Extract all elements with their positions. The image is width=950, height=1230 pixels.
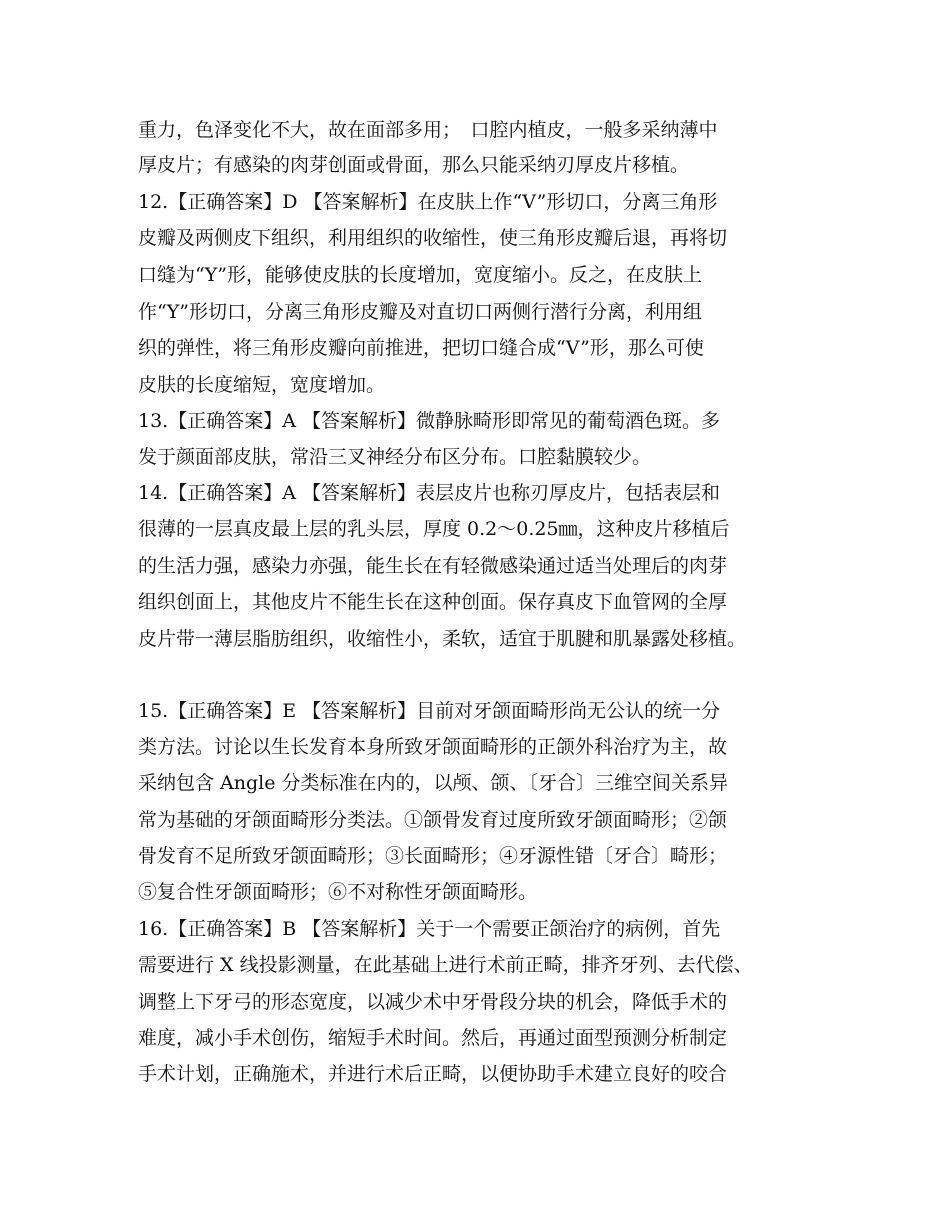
text-line: 厚皮片；有感染的肉芽创面或骨面，那么只能采纳刃厚皮片移植。 [138, 154, 690, 176]
text-line: 作“Y”形切口，分离三角形皮瓣及对直切口两侧行潜行分离，利用组 [138, 301, 702, 323]
text-line: 重力，色泽变化不大，故在面部多用； 口腔内植皮，一般多采纳薄中 [138, 119, 718, 141]
text-line: 12.【正确答案】D 【答案解析】在皮肤上作“V”形切口，分离三角形 [138, 191, 718, 213]
text-line: 常为基础的牙颌面畸形分类法。①颌骨发育过度所致牙颌面畸形；②颌 [138, 809, 728, 831]
text-line: 类方法。讨论以生长发育本身所致牙颌面畸形的正颌外科治疗为主，故 [138, 736, 728, 758]
text-line: 采纳包含 Angle 分类标准在内的，以颅、颌、〔牙合〕三维空间关系异 [138, 772, 729, 794]
text-line: 皮肤的长度缩短，宽度增加。 [138, 374, 386, 396]
text-line: 皮瓣及两侧皮下组织，利用组织的收缩性，使三角形皮瓣后退，再将切 [138, 227, 728, 249]
text-line: 难度，减小手术创伤，缩短手术时间。然后，再通过面型预测分析制定 [138, 1027, 728, 1049]
text-line: 需要进行 X 线投影测量，在此基础上进行术前正畸，排齐牙列、去代偿、 [138, 954, 753, 976]
text-line: 皮片带一薄层脂肪组织，收缩性小，柔软，适宜于肌腱和肌暴露处移植。 [138, 628, 747, 650]
text-line: 16.【正确答案】B 【答案解析】关于一个需要正颌治疗的病例，首先 [138, 918, 721, 940]
text-line: 织的弹性，将三角形皮瓣向前推进，把切口缝合成“V”形，那么可使 [138, 337, 704, 359]
text-line: 13.【正确答案】A 【答案解析】微静脉畸形即常见的葡萄酒色斑。多 [138, 410, 720, 432]
text-line: 调整上下牙弓的形态宽度，以减少术中牙骨段分块的机会，降低手术的 [138, 991, 728, 1013]
text-line: 的生活力强，感染力亦强，能生长在有轻微感染通过适当处理后的肉芽 [138, 555, 728, 577]
text-line: 很薄的一层真皮最上层的乳头层，厚度 0.2～0.25㎜，这种皮片移植后 [138, 518, 730, 540]
text-line: 骨发育不足所致牙颌面畸形；③长面畸形；④牙源性错〔牙合〕畸形； [138, 845, 728, 867]
text-line: 口缝为“Y”形，能够使皮肤的长度增加，宽度缩小。反之，在皮肤上 [138, 264, 702, 286]
text-line: 15.【正确答案】E 【答案解析】目前对牙颌面畸形尚无公认的统一分 [138, 700, 721, 722]
text-line: ⑤复合性牙颌面畸形；⑥不对称性牙颌面畸形。 [138, 881, 538, 903]
text-line: 手术计划，正确施术，并进行术后正畸，以便协助手术建立良好的咬合 [138, 1063, 728, 1085]
text-line: 发于颜面部皮肤，常沿三叉神经分布区分布。口腔黏膜较少。 [138, 446, 652, 468]
text-line: 14.【正确答案】A 【答案解析】表层皮片也称刃厚皮片，包括表层和 [138, 482, 720, 504]
text-line: 组织创面上，其他皮片不能生长在这种创面。保存真皮下血管网的全厚 [138, 591, 728, 613]
